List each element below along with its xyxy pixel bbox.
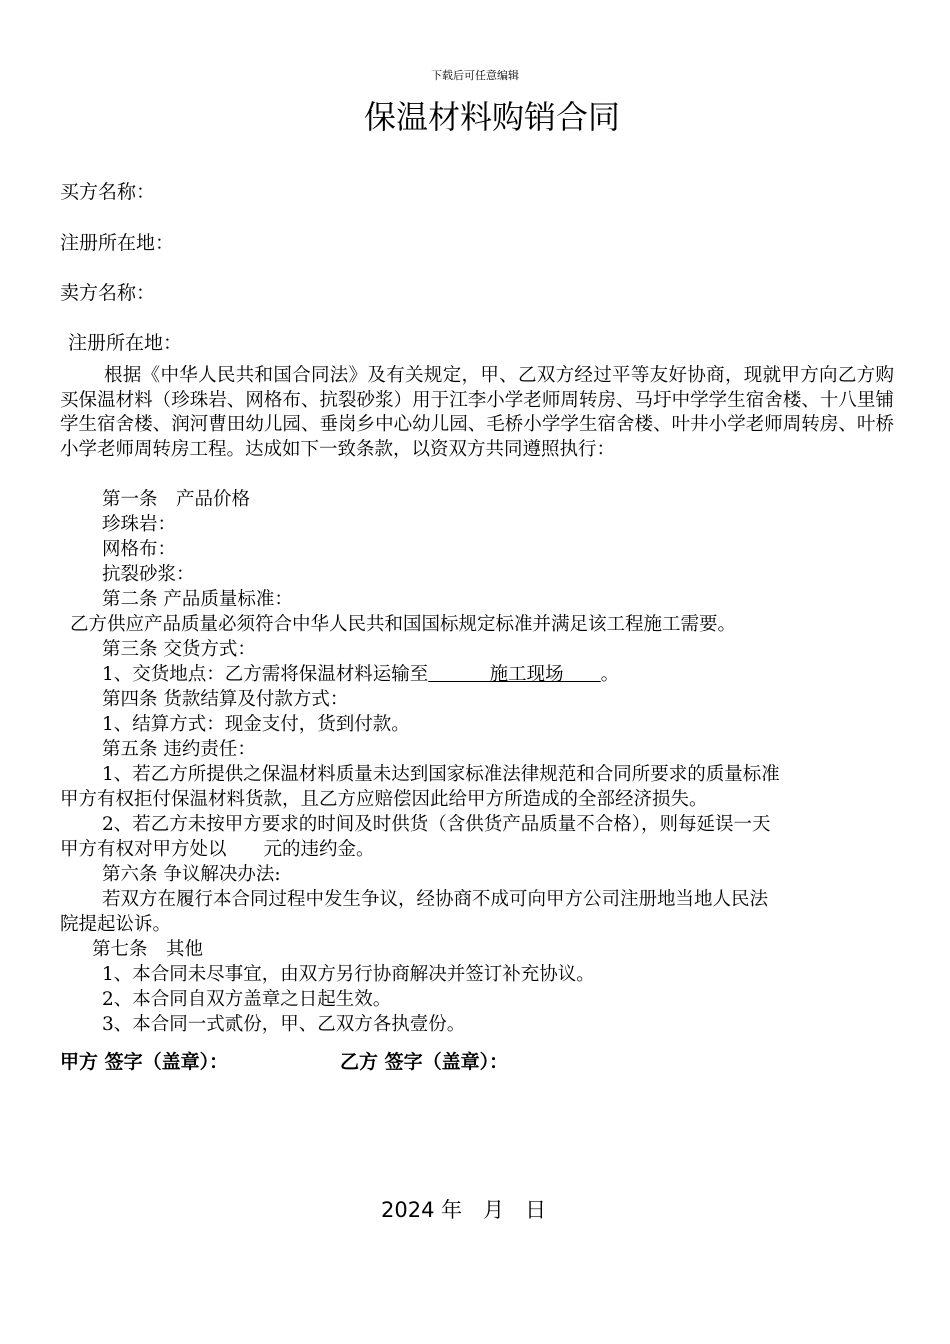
page-title: 保温材料购销合同 (363, 98, 620, 136)
article6-text-line2: 院提起讼诉。 (60, 914, 172, 935)
header-note: 下载后可任意编辑 (431, 69, 519, 82)
article5-item1-line2: 甲方有权拒付保温材料货款，且乙方应赔偿因此给甲方所造成的全部经济损失。 (60, 789, 708, 810)
article1-item-mesh: 网格布： (102, 539, 177, 560)
article6-heading: 第六条 争议解决办法: (102, 864, 281, 885)
article4-item: 1、结算方式：现金支付，货到付款。 (102, 714, 410, 735)
party-a-signature-label: 甲方 签字（盖章）： (60, 1051, 229, 1073)
article3-item-prefix: 1、交货地点：乙方需将保温材料运输至 (102, 664, 429, 685)
article3-item (102, 663, 619, 688)
buyer-name-label: 买方名称： (60, 181, 156, 203)
article5-item2-line1: 2、若乙方未按甲方要求的时间及时供货（含供货产品质量不合格），则每延误一天 (102, 814, 771, 835)
article3-heading: 第三条 交货方式： (102, 639, 256, 660)
article4-heading: 第四条 货款结算及付款方式： (102, 689, 349, 710)
seller-address-label: 注册所在地： (68, 332, 183, 354)
article7-heading: 第七条 其他 (92, 939, 204, 960)
article5-heading: 第五条 违约责任： (102, 739, 256, 760)
article6-text-line1: 若双方在履行本合同过程中发生争议，经协商不成可向甲方公司注册地当地人民法 (102, 889, 769, 910)
article1-heading: 第一条 产品价格 (102, 489, 251, 510)
buyer-address-label: 注册所在地： (60, 232, 175, 254)
seller-name-label: 卖方名称： (60, 282, 156, 304)
article7-item-3: 3、本合同一式贰份，甲、乙双方各执壹份。 (102, 1014, 466, 1035)
signing-date: 2024 年 月 日 (381, 1198, 547, 1222)
article5-item1-line1: 1、若乙方所提供之保温材料质量未达到国家标准法律规范和合同所要求的质量标准 (102, 764, 780, 785)
article3-item-suffix: 。 (600, 664, 620, 685)
article7-item-1: 1、本合同未尽事宜，由双方另行协商解决并签订补充协议。 (102, 964, 595, 985)
preamble-paragraph: 根据《中华人民共和国合同法》及有关规定，甲、乙双方经过平等友好协商，现就甲方向乙方购买保温材料（珍珠岩、网格布、抗裂砂浆）用于江李小学老师周转房、马圩中学学生宿舍楼、十八里铺学生宿舍楼、润河曹田幼儿园、垂岗乡中心幼儿园、毛桥小学学生宿舍楼、叶井小学老师周转房、叶桥小学老师周转房工程。达成如下一致条款，以资双方共同遵照执行： (60, 365, 894, 460)
article7-item-2: 2、本合同自双方盖章之日起生效。 (102, 989, 392, 1010)
article2-text: 乙方供应产品质量必须符合中华人民共和国国标规定标准并满足该工程施工需要。 (70, 614, 737, 635)
party-b-signature-label: 乙方 签字（盖章）： (340, 1051, 509, 1073)
article1-item-mortar: 抗裂砂浆： (102, 564, 195, 585)
article2-heading: 第二条 产品质量标准： (102, 589, 293, 610)
delivery-location-blank: 施工现场 (428, 664, 601, 685)
article5-item2-line2: 甲方有权对甲方处以 元的违约金。 (60, 839, 375, 860)
article1-item-perlite: 珍珠岩： (102, 514, 177, 535)
